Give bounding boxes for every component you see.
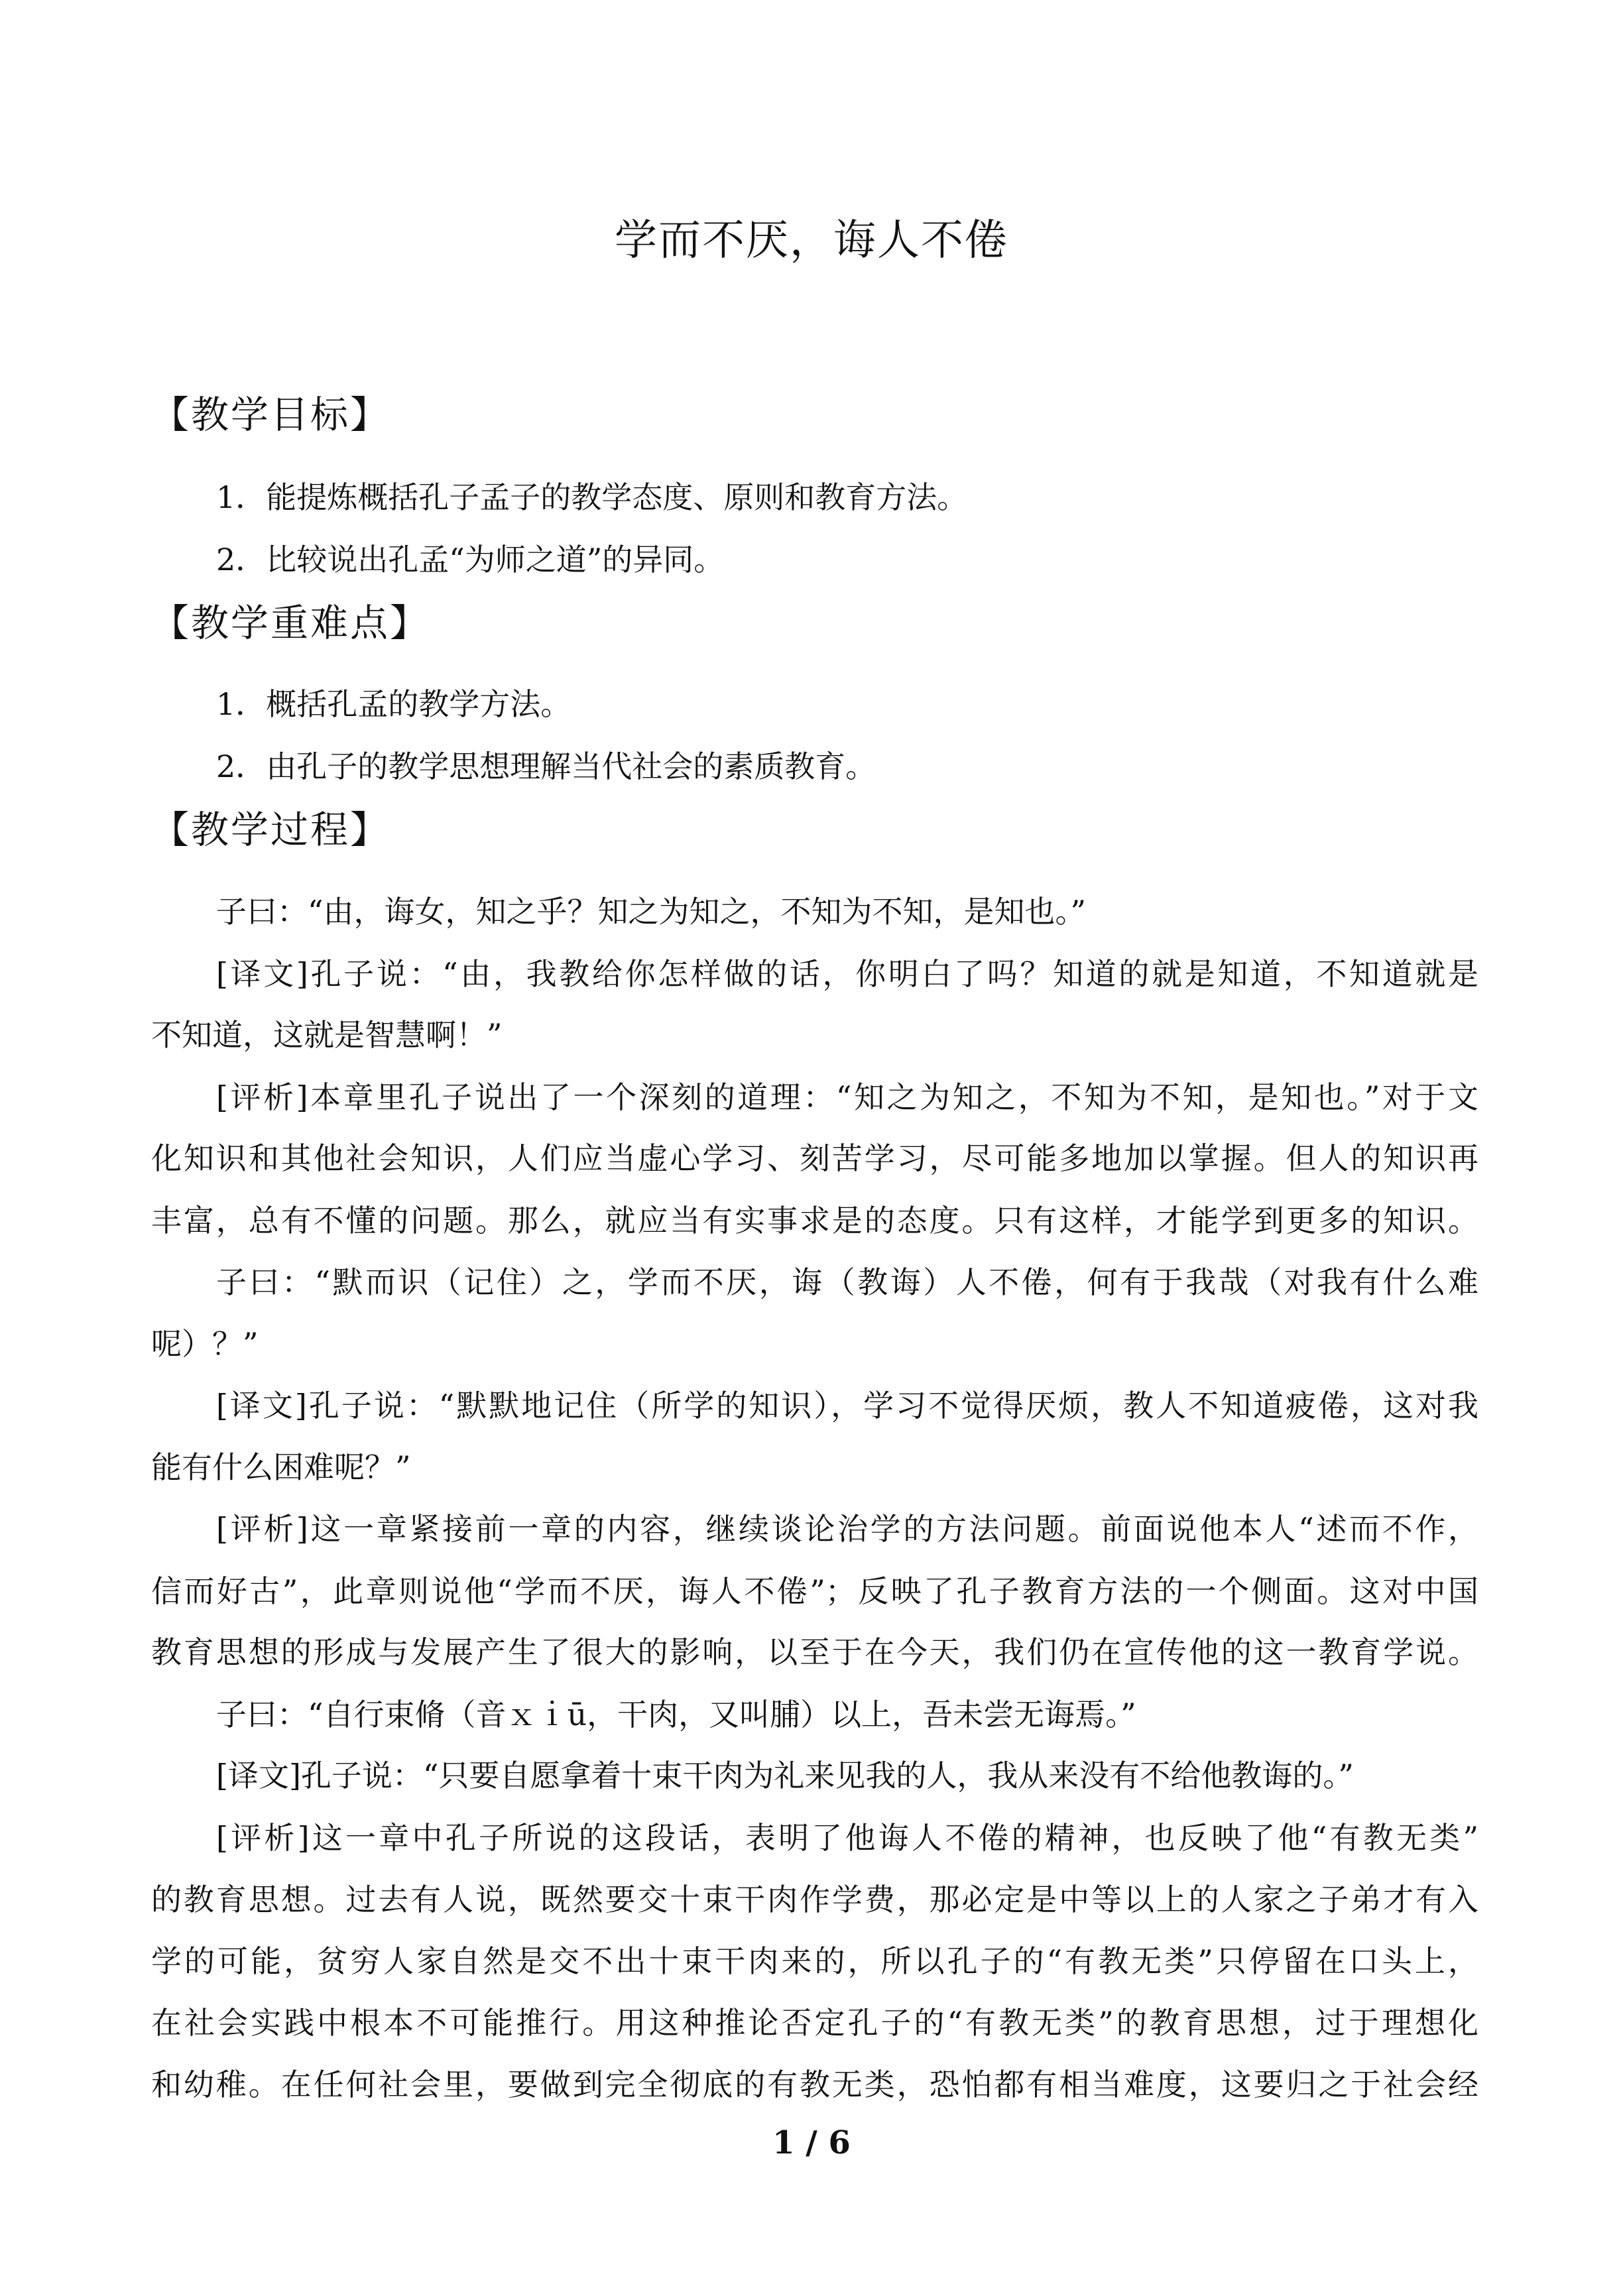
paragraph-line: 学的可能，贫穷人家自然是交不出十束干肉来的，所以孔子的“有教无类”只停留在口头上， <box>151 1943 1478 1979</box>
paragraph-line: 信而好古”，此章则说他“学而不厌，诲人不倦”；反映了孔子教育方法的一个侧面。这对中国 <box>151 1573 1478 1609</box>
paragraph-line: 丰富，总有不懂的问题。那么，就应当有实事求是的态度。只有这样，才能学到更多的知识。 <box>151 1203 1478 1239</box>
goal-item: 2．比较说出孔孟“为师之道”的异同。 <box>216 542 725 577</box>
paragraph-line: 能有什么困难呢？” <box>151 1449 411 1485</box>
paragraph-line: [译文]孔子说：“默默地记住（所学的知识），学习不觉得厌烦，教人不知道疲倦，这对我 <box>216 1388 1478 1423</box>
paragraph-line: 子曰：“默而识（记住）之，学而不厌，诲（教诲）人不倦，何有于我哉（对我有什么难 <box>216 1264 1478 1300</box>
section-heading-goals: 【教学目标】 <box>151 393 390 437</box>
paragraph-line: 不知道，这就是智慧啊！” <box>151 1017 503 1053</box>
paragraph-line: [译文]孔子说：“只要自愿拿着十束干肉为礼来见我的人，我从来没有不给他教诲的。” <box>216 1758 1354 1793</box>
paragraph-line: 子曰：“由，诲女，知之乎？知之为知之，不知为不知，是知也。” <box>216 894 1087 930</box>
paragraph-line: 的教育思想。过去有人说，既然要交十束干肉作学费，那必定是中等以上的人家之子弟才有入 <box>151 1882 1478 1917</box>
paragraph-line: [译文]孔子说：“由，我教给你怎样做的话，你明白了吗？知道的就是知道，不知道就是 <box>216 956 1478 992</box>
goal-item: 1．能提炼概括孔子孟子的教学态度、原则和教育方法。 <box>216 479 968 515</box>
section-heading-key-points: 【教学重难点】 <box>151 601 430 645</box>
paragraph-line: 呢）？” <box>151 1326 259 1362</box>
section-heading-process: 【教学过程】 <box>151 808 390 852</box>
paragraph-line: 在社会实践中根本不可能推行。用这种推论否定孔子的“有教无类”的教育思想，过于理想化 <box>151 2005 1478 2041</box>
paragraph-line: [评析]这一章中孔子所说的这段话，表明了他诲人不倦的精神，也反映了他“有教无类” <box>216 1820 1478 1856</box>
page-title: 学而不厌，诲人不倦 <box>615 216 1008 265</box>
paragraph-line: 化知识和其他社会知识，人们应当虚心学习、刻苦学习，尽可能多地加以掌握。但人的知识再 <box>151 1140 1478 1176</box>
paragraph-line: 子曰：“自行束脩（音ｘｉū，干肉，又叫脯）以上，吾未尝无诲焉。” <box>216 1697 1136 1732</box>
key-point-item: 1．概括孔孟的教学方法。 <box>216 686 571 722</box>
key-point-item: 2．由孔子的教学思想理解当代社会的素质教育。 <box>216 749 876 784</box>
paragraph-line: 和幼稚。在任何社会里，要做到完全彻底的有教无类，恐怕都有相当难度，这要归之于社会经 <box>151 2067 1478 2102</box>
paragraph-line: [评析]这一章紧接前一章的内容，继续谈论治学的方法问题。前面说他本人“述而不作， <box>216 1511 1478 1547</box>
paragraph-line: 教育思想的形成与发展产生了很大的影响，以至于在今天，我们仍在宣传他的这一教育学说。 <box>151 1634 1478 1670</box>
page-number: 1 / 6 <box>772 2124 851 2161</box>
paragraph-line: [评析]本章里孔子说出了一个深刻的道理：“知之为知之，不知为不知，是知也。”对于文 <box>216 1079 1478 1115</box>
